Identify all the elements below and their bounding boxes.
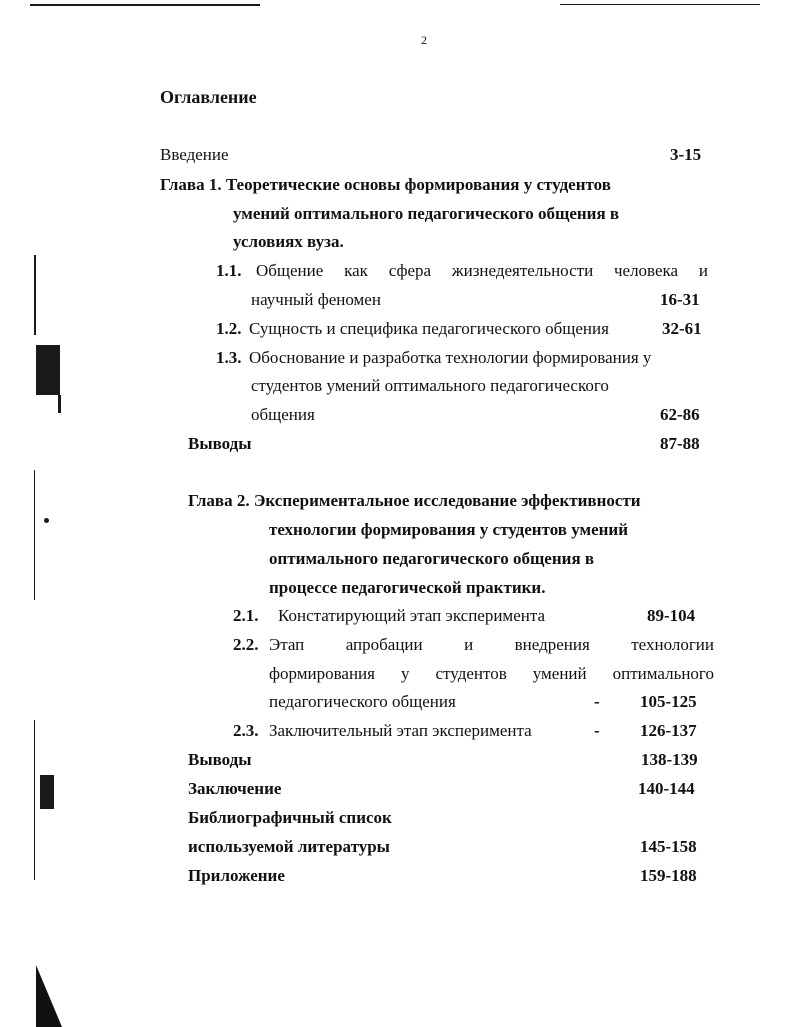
word: жизнедеятельности xyxy=(451,261,594,280)
chapter1-title-line2: умений оптимального педагогического общения в xyxy=(233,204,620,223)
section-2-2-line1 xyxy=(269,635,714,655)
scan-artifact-top-line xyxy=(30,4,260,6)
word: Общение xyxy=(256,261,324,280)
page-title: Оглавление xyxy=(160,87,257,107)
scan-artifact-left-edge xyxy=(34,255,36,335)
word: внедрения xyxy=(514,635,590,654)
chapter1-conclusions-label: Выводы xyxy=(188,434,252,453)
word: человека xyxy=(613,261,679,280)
word: у xyxy=(401,664,410,683)
scan-artifact-left-line xyxy=(34,470,35,600)
section-1-3-line2: студентов умений оптимального педагогического xyxy=(251,376,609,395)
chapter2-conclusions-pages: 138-139 xyxy=(641,750,698,769)
word: умений xyxy=(532,664,587,683)
word: оптимального xyxy=(612,664,714,683)
word: Этап xyxy=(269,635,305,654)
chapter2-title-line2: технологии формирования у студентов умений xyxy=(269,520,629,539)
section-1-3-pages: 62-86 xyxy=(660,405,700,424)
scan-artifact-bottom-wedge xyxy=(36,965,62,1027)
section-2-2-line2 xyxy=(269,664,714,684)
section-2-2-line3: педагогического общения xyxy=(269,692,456,711)
section-2-1-number: 2.1. xyxy=(233,606,259,625)
section-2-3-pages: 126-137 xyxy=(640,721,697,740)
conclusion-label: Заключение xyxy=(188,779,282,798)
scan-artifact-left-mark xyxy=(58,395,61,413)
word: сфера xyxy=(388,261,432,280)
chapter2-title-line1: Глава 2. Экспериментальное исследование эффективности xyxy=(188,491,641,510)
word: и xyxy=(698,261,708,280)
page-number: 2 xyxy=(421,33,427,47)
section-1-1-number: 1.1. xyxy=(216,261,242,280)
section-1-3-line3: общения xyxy=(251,405,315,424)
section-1-2-pages: 32-61 xyxy=(662,319,702,338)
section-2-2-number: 2.2. xyxy=(233,635,259,654)
conclusion-pages: 140-144 xyxy=(638,779,695,798)
appendix-pages: 159-188 xyxy=(640,866,697,885)
word: апробации xyxy=(345,635,423,654)
section-1-2-text: Сущность и специфика педагогического общения xyxy=(249,319,609,338)
section-1-1-line1 xyxy=(256,261,708,281)
chapter2-conclusions-label: Выводы xyxy=(188,750,252,769)
bibliography-pages: 145-158 xyxy=(640,837,697,856)
chapter1-conclusions-pages: 87-88 xyxy=(660,434,700,453)
appendix-label: Приложение xyxy=(188,866,285,885)
word: как xyxy=(344,261,368,280)
word: формирования xyxy=(269,664,375,683)
word: технологии xyxy=(631,635,714,654)
section-2-2-pages: 105-125 xyxy=(640,692,697,711)
section-1-2-number: 1.2. xyxy=(216,319,242,338)
scan-artifact-left-blot-2 xyxy=(40,775,54,809)
section-1-1-pages: 16-31 xyxy=(660,290,700,309)
section-1-3-number: 1.3. xyxy=(216,348,242,367)
intro-pages: 3-15 xyxy=(670,145,702,164)
bibliography-line2: используемой литературы xyxy=(188,837,390,856)
chapter1-title-line3: условиях вуза. xyxy=(233,232,344,251)
section-2-3-text: Заключительный этап эксперимента xyxy=(269,721,532,740)
scan-artifact-left-blot xyxy=(36,345,60,395)
bibliography-line1: Библиографичный список xyxy=(188,808,392,827)
section-1-1-line2: научный феномен xyxy=(251,290,381,309)
section-2-2-dash: - xyxy=(594,692,600,711)
section-2-3-number: 2.3. xyxy=(233,721,259,740)
chapter2-title-line3: оптимального педагогического общения в xyxy=(269,549,595,568)
word: и xyxy=(464,635,474,654)
section-1-3-line1: Обоснование и разработка технологии формирования у xyxy=(249,348,652,367)
scan-artifact-left-line-2 xyxy=(34,720,35,880)
section-2-1-pages: 89-104 xyxy=(647,606,696,625)
scan-artifact-top-line-right xyxy=(560,4,760,5)
section-2-1-text: Констатирующий этап эксперимента xyxy=(278,606,546,625)
chapter1-title-line1: Глава 1. Теоретические основы формирования у студентов xyxy=(160,175,611,194)
word: студентов xyxy=(435,664,507,683)
scan-artifact-dot xyxy=(44,518,49,523)
section-2-3-dash: - xyxy=(594,721,600,740)
intro-label: Введение xyxy=(160,145,229,164)
chapter2-title-line4: процессе педагогической практики. xyxy=(269,578,546,597)
